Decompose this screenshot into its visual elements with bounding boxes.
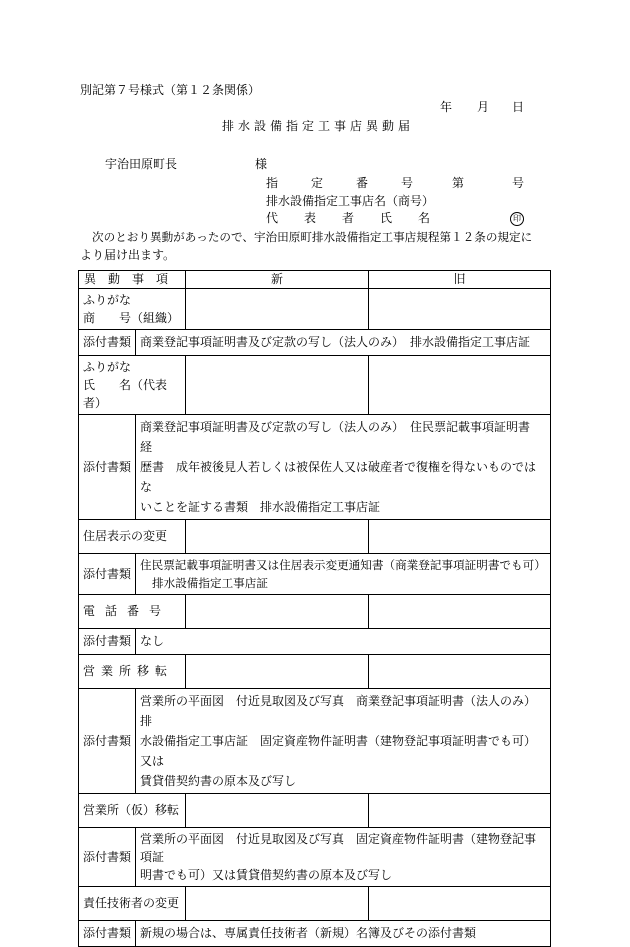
table-row	[79, 356, 551, 415]
office-new	[186, 655, 369, 689]
engineer-old	[369, 887, 551, 921]
form-code: 別記第７号様式（第１２条関係）	[80, 83, 261, 97]
change-items-table	[78, 270, 551, 947]
engineer-change-label: 責任技術者の変更	[79, 887, 186, 921]
honorific: 様	[255, 157, 268, 171]
seal-mark: 印	[510, 212, 524, 226]
office-move-label: 営業所移転	[79, 655, 186, 689]
table-row	[79, 887, 551, 921]
header-new: 新	[186, 271, 369, 289]
table-row	[79, 921, 551, 947]
address-old	[369, 520, 551, 554]
attach-label: 添付書類	[79, 415, 136, 520]
table-row	[79, 689, 551, 794]
header-item: 異動事項	[79, 271, 186, 289]
document-title: 排水設備指定工事店異動届	[222, 119, 415, 133]
designation-suffix: 号	[512, 176, 525, 190]
table-row	[79, 655, 551, 689]
shop-name-label: 排水設備指定工事店名（商号）	[266, 194, 435, 208]
table-row	[79, 629, 551, 655]
rep-name-new	[186, 356, 369, 415]
date-month: 月	[477, 100, 490, 114]
table-row	[79, 330, 551, 356]
phone-label: 電話番号	[79, 595, 186, 629]
rep-name-old	[369, 356, 551, 415]
office-old	[369, 655, 551, 689]
address-change-label: 住居表示の変更	[79, 520, 186, 554]
header-old: 旧	[369, 271, 551, 289]
attach-label: 添付書類	[79, 554, 136, 595]
table-row	[79, 554, 551, 595]
phone-new	[186, 595, 369, 629]
table-row	[79, 828, 551, 887]
table-row	[79, 595, 551, 629]
furigana-label: ふりがな	[83, 360, 132, 374]
date-day: 日	[512, 100, 525, 114]
address-attachments: 住民票記載事項証明書又は住居表示変更通知書（商業登記事項証明書でも可） 排水設備指定工事店証	[136, 554, 551, 595]
office-attachments: 営業所の平面図 付近見取図及び写真 商業登記事項証明書（法人のみ） 排 水設備指定工事店証 固定資産物件証明書（建物登記事項証明書でも可）又は 賃貸借契約書の原本及び写し	[136, 689, 551, 794]
table-header-row	[79, 271, 551, 289]
representative-label: 代表者氏名	[266, 211, 457, 225]
table-row	[79, 289, 551, 330]
attach-label: 添付書類	[79, 689, 136, 794]
attach-label: 添付書類	[79, 921, 136, 947]
phone-attachments: なし	[136, 629, 551, 655]
temp-new	[186, 794, 369, 828]
temp-attachments: 営業所の平面図 付近見取図及び写真 固定資産物件証明書（建物登記事項証 明書でも可）又は賃貸借契約書の原本及び写し	[136, 828, 551, 887]
temp-old	[369, 794, 551, 828]
furigana-label: ふりがな	[83, 293, 132, 307]
addressee: 宇治田原町長	[105, 157, 178, 171]
designation-label: 指定番号	[266, 176, 447, 190]
date-year: 年	[440, 100, 453, 114]
address-new	[186, 520, 369, 554]
phone-old	[369, 595, 551, 629]
representative-name-label: 氏 名（代表者）	[83, 378, 168, 410]
table-row	[79, 520, 551, 554]
attach-label: 添付書類	[79, 330, 136, 356]
table-row	[79, 794, 551, 828]
attach-label: 添付書類	[79, 828, 136, 887]
temp-move-label: 営業所（仮）移転	[79, 794, 186, 828]
rep-attachments: 商業登記事項証明書及び定款の写し（法人のみ） 住民票記載事項証明書 経 歴書 成年被後見人若しくは被保佐人又は破産者で復権を得ないものではな いことを証する書類 排水設備指定工事店証	[136, 415, 551, 520]
trade-name-attachments: 商業登記事項証明書及び定款の写し（法人のみ） 排水設備指定工事店証	[136, 330, 551, 356]
trade-name-label: 商 号（組織）	[83, 311, 180, 325]
engineer-attachments: 新規の場合は、専属責任技術者（新規）名簿及びその添付書類	[136, 921, 551, 947]
table-row	[79, 415, 551, 520]
intro-line-1: 次のとおり異動があったので、宇治田原町排水設備指定工事店規程第１２条の規定に	[92, 230, 533, 244]
trade-name-old	[369, 289, 551, 330]
attach-label: 添付書類	[79, 629, 136, 655]
trade-name-new	[186, 289, 369, 330]
engineer-new	[186, 887, 369, 921]
designation-prefix: 第	[452, 176, 465, 190]
intro-line-2: より届け出ます。	[80, 248, 176, 262]
